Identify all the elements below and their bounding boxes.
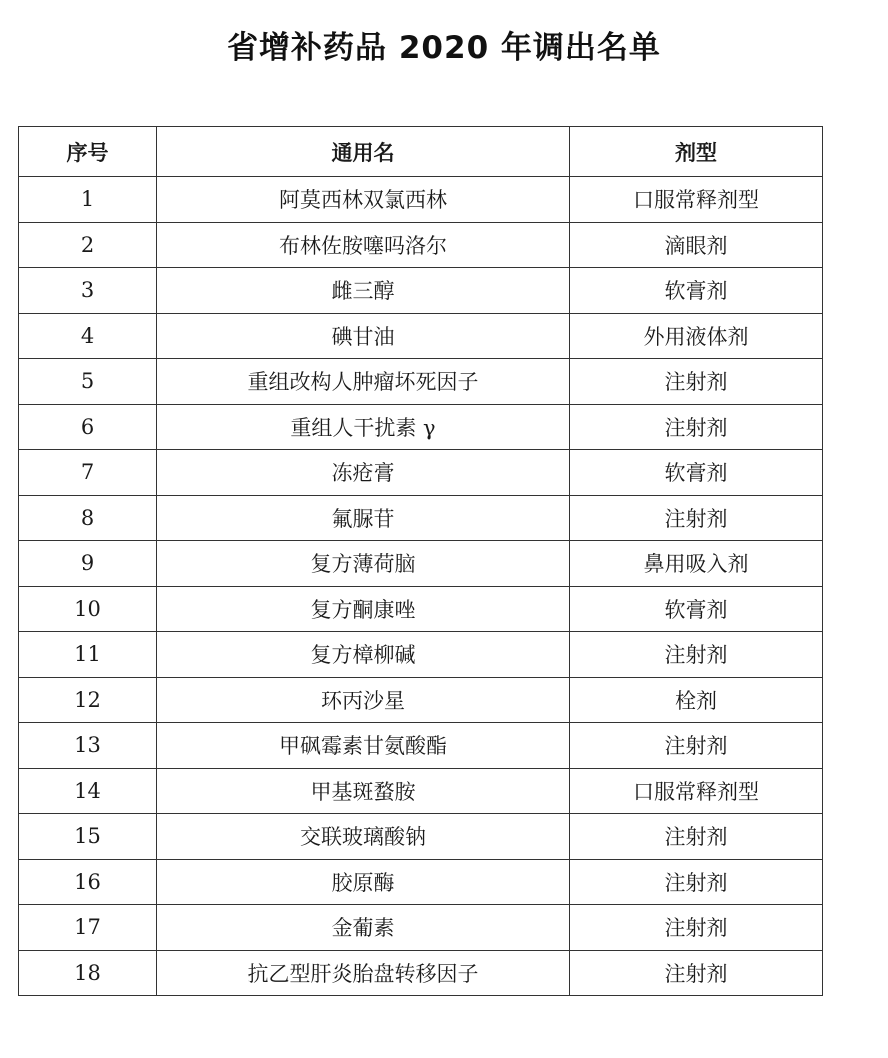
cell-dosage-form: 口服常释剂型	[570, 768, 823, 814]
table-row	[19, 404, 823, 450]
column-header-generic-name: 通用名	[157, 127, 570, 177]
cell-generic-name: 环丙沙星	[157, 677, 570, 723]
cell-generic-name: 阿莫西林双氯西林	[157, 177, 570, 223]
table-row	[19, 768, 823, 814]
cell-dosage-form: 软膏剂	[570, 268, 823, 314]
cell-generic-name: 碘甘油	[157, 313, 570, 359]
table-row	[19, 950, 823, 996]
cell-number: 17	[19, 905, 157, 951]
table-body	[19, 177, 823, 996]
cell-dosage-form: 外用液体剂	[570, 313, 823, 359]
cell-generic-name: 冻疮膏	[157, 450, 570, 496]
cell-generic-name: 布林佐胺噻吗洛尔	[157, 222, 570, 268]
cell-number: 2	[19, 222, 157, 268]
cell-number: 14	[19, 768, 157, 814]
table-row	[19, 495, 823, 541]
cell-number: 10	[19, 586, 157, 632]
cell-number: 11	[19, 632, 157, 678]
cell-generic-name: 金葡素	[157, 905, 570, 951]
cell-number: 13	[19, 723, 157, 769]
cell-generic-name: 甲砜霉素甘氨酸酯	[157, 723, 570, 769]
table-row	[19, 677, 823, 723]
table-row	[19, 541, 823, 587]
table-row	[19, 359, 823, 405]
cell-dosage-form: 注射剂	[570, 814, 823, 860]
page-title: 省增补药品 2020 年调出名单	[227, 30, 661, 66]
table-header-row	[19, 127, 823, 177]
cell-generic-name: 复方酮康唑	[157, 586, 570, 632]
cell-generic-name: 交联玻璃酸钠	[157, 814, 570, 860]
cell-number: 8	[19, 495, 157, 541]
cell-dosage-form: 软膏剂	[570, 450, 823, 496]
cell-number: 3	[19, 268, 157, 314]
table-row	[19, 905, 823, 951]
cell-number: 6	[19, 404, 157, 450]
cell-dosage-form: 注射剂	[570, 723, 823, 769]
cell-number: 9	[19, 541, 157, 587]
table-row	[19, 222, 823, 268]
cell-dosage-form: 注射剂	[570, 495, 823, 541]
cell-dosage-form: 注射剂	[570, 950, 823, 996]
cell-generic-name: 重组人干扰素 γ	[157, 404, 570, 450]
cell-number: 12	[19, 677, 157, 723]
cell-number: 15	[19, 814, 157, 860]
cell-number: 7	[19, 450, 157, 496]
cell-dosage-form: 口服常释剂型	[570, 177, 823, 223]
table-row	[19, 177, 823, 223]
table-row	[19, 723, 823, 769]
cell-number: 18	[19, 950, 157, 996]
cell-number: 4	[19, 313, 157, 359]
cell-dosage-form: 栓剂	[570, 677, 823, 723]
table-row	[19, 814, 823, 860]
table-row	[19, 632, 823, 678]
cell-number: 5	[19, 359, 157, 405]
cell-number: 1	[19, 177, 157, 223]
cell-dosage-form: 注射剂	[570, 859, 823, 905]
cell-dosage-form: 注射剂	[570, 359, 823, 405]
cell-generic-name: 胶原酶	[157, 859, 570, 905]
cell-dosage-form: 软膏剂	[570, 586, 823, 632]
table-row	[19, 586, 823, 632]
cell-generic-name: 复方樟柳碱	[157, 632, 570, 678]
drug-list-table	[18, 126, 823, 996]
cell-generic-name: 雌三醇	[157, 268, 570, 314]
cell-generic-name: 氟脲苷	[157, 495, 570, 541]
cell-generic-name: 抗乙型肝炎胎盘转移因子	[157, 950, 570, 996]
table-row	[19, 450, 823, 496]
column-header-dosage-form: 剂型	[570, 127, 823, 177]
table-row	[19, 313, 823, 359]
cell-dosage-form: 鼻用吸入剂	[570, 541, 823, 587]
table-row	[19, 268, 823, 314]
table-row	[19, 859, 823, 905]
cell-dosage-form: 注射剂	[570, 404, 823, 450]
column-header-number: 序号	[19, 127, 157, 177]
cell-generic-name: 重组改构人肿瘤坏死因子	[157, 359, 570, 405]
cell-dosage-form: 注射剂	[570, 632, 823, 678]
cell-generic-name: 甲基斑蝥胺	[157, 768, 570, 814]
cell-generic-name: 复方薄荷脑	[157, 541, 570, 587]
cell-dosage-form: 滴眼剂	[570, 222, 823, 268]
cell-number: 16	[19, 859, 157, 905]
cell-dosage-form: 注射剂	[570, 905, 823, 951]
